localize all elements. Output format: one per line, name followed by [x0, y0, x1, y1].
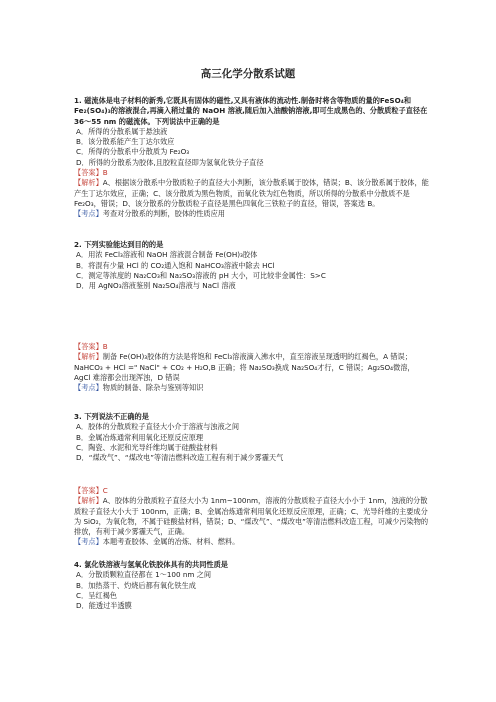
- question-stem: 4. 氯化铁溶液与氢氧化铁胶体具有的共同性质是: [74, 560, 228, 569]
- analysis-text: 制备 Fe(OH)₃胶体的方法是将饱和 FeCl₃溶液滴入沸水中，直至溶液呈现透明的红褐色，A 错误；NaHCO₃ + HCl =" NaCl" + CO₂ + H₂O,B 正确；将 Na₂SO₃换成 Na₂SO₄才行，C 错误；Ag₂SO₄微溶，AgCl 难溶都会出现浑浊，D 错误: [74, 352, 415, 382]
- option-c: C．呈红褐色: [76, 590, 117, 600]
- option-a: A．分散质颗粒直径都在 1～100 nm 之间: [76, 570, 212, 580]
- option-d: D．能透过半透膜: [76, 601, 132, 611]
- point-text: 考查对分散系的判断，胶体的性质应用: [102, 209, 225, 219]
- analysis-line: [74, 352, 430, 383]
- option-b: B．金属冶炼通常利用氧化还原反应原理: [76, 432, 204, 442]
- answer-tag: 【答案】: [74, 168, 103, 177]
- option-d: D．“煤改气”、“煤改电”等清洁燃料改造工程有利于减少雾霾天气: [76, 453, 284, 463]
- answer-value: B: [102, 342, 108, 351]
- point-line: [74, 209, 430, 219]
- question-stem: 2. 下列实验能达到目的的是: [74, 240, 164, 249]
- option-c: C．测定等浓度的 Na₂CO₃和 Na₂SO₃溶液的 pH 大小，可比较非金属性：S>C: [76, 270, 326, 280]
- point-tag: 【考点】: [74, 383, 103, 393]
- point-line: [74, 383, 430, 393]
- analysis-line: [74, 496, 430, 537]
- option-d: D．所得的分散系为胶体,且胶粒直径即为氢氧化铁分子直径: [76, 157, 264, 167]
- point-tag: 【考点】: [74, 537, 103, 547]
- question-stem: 1. 磁流体是电子材料的新秀,它既具有固体的磁性,又具有液体的流动性.制备时将含等物质的量的FeSO₄和 Fe₂(SO₄)₃的溶液混合,再滴入稍过量的 NaOH 溶液,随后加入油酸钠溶液,即可生成黑色的、分散质粒子直径在 36～55 nm 的磁流体。下列说法中正确的是: [74, 96, 428, 126]
- analysis-text: A、胶体的分散质粒子直径大小为 1nm~100nm，溶液的分散质粒子直径大小小于 1nm，浊液的分散质粒子直径大小大于 100nm，正确；B、金属冶炼通常利用氧化还原反应原理，正确；C、光导纤维的主要成分为 SiO₂，为氧化物，不属于硅酸盐材料，错误；D、“煤改气”、“煤改电”等清洁燃料改造工程，可减少污染物的排放，有利于减少雾霾天气，正确。: [74, 496, 429, 537]
- answer-line: [74, 342, 430, 352]
- answer-tag: 【答案】: [74, 342, 103, 351]
- point-line: [74, 537, 430, 547]
- option-b: B．该分散系能产生丁达尔效应: [76, 137, 175, 147]
- answer-line: [74, 168, 430, 178]
- option-a: A．胶体的分散质粒子直径大小介于溶液与浊液之间: [76, 422, 240, 432]
- option-c: C．陶瓷、水泥和光导纤维均属于硅酸盐材料: [76, 442, 218, 452]
- option-a: A．所得的分散系属于悬浊液: [76, 126, 168, 136]
- point-tag: 【考点】: [74, 209, 103, 219]
- analysis-tag: 【解析】: [74, 178, 103, 188]
- question-3: [74, 412, 430, 463]
- question-stem: 3. 下列说法不正确的是: [74, 412, 149, 421]
- question-1: [74, 96, 430, 168]
- answer-block-2: [74, 342, 430, 393]
- analysis-line: [74, 178, 430, 209]
- analysis-text: A、根据该分散系中分散质粒子的直径大小判断，该分散系属于胶体，错误；B、该分散系属于胶体，能产生丁达尔效应，正确；C、该分散质为黑色物质，而氧化铁为红色物质，所以所得的分散系中分散质不是 Fe₂O₃，错误；D、该分散系的分散质粒子直径是黑色四氧化三铁粒子的直径，错误，答案选 B。: [74, 178, 429, 208]
- answer-block-3: [74, 486, 430, 548]
- page-title: 高三化学分散系试题: [200, 68, 296, 80]
- answer-value: C: [102, 486, 108, 495]
- question-2: [74, 240, 430, 291]
- option-a: A．用浓 FeCl₃溶液和 NaOH 溶液混合制备 Fe(OH)₃胶体: [76, 250, 258, 260]
- answer-block-1: [74, 168, 430, 219]
- option-c: C．所得的分散系中分散质为 Fe₂O₃: [76, 147, 190, 157]
- question-4: [74, 560, 430, 611]
- answer-tag: 【答案】: [74, 486, 103, 495]
- option-d: D．用 AgNO₃溶液鉴别 Na₂SO₄溶液与 NaCl 溶液: [76, 281, 236, 291]
- point-text: 本题考查胶体、金属的冶炼、材料、燃料。: [102, 537, 240, 547]
- answer-line: [74, 486, 430, 496]
- option-b: B．将混有少量 HCl 的 CO₂通入饱和 NaHCO₃溶液中除去 HCl: [76, 260, 275, 270]
- point-text: 物质的制备、除杂与鉴别等知识: [102, 383, 204, 393]
- analysis-tag: 【解析】: [74, 352, 103, 362]
- analysis-tag: 【解析】: [74, 496, 103, 506]
- option-b: B．加热蒸干、灼烧后都有氧化铁生成: [76, 580, 196, 590]
- answer-value: B: [102, 168, 108, 177]
